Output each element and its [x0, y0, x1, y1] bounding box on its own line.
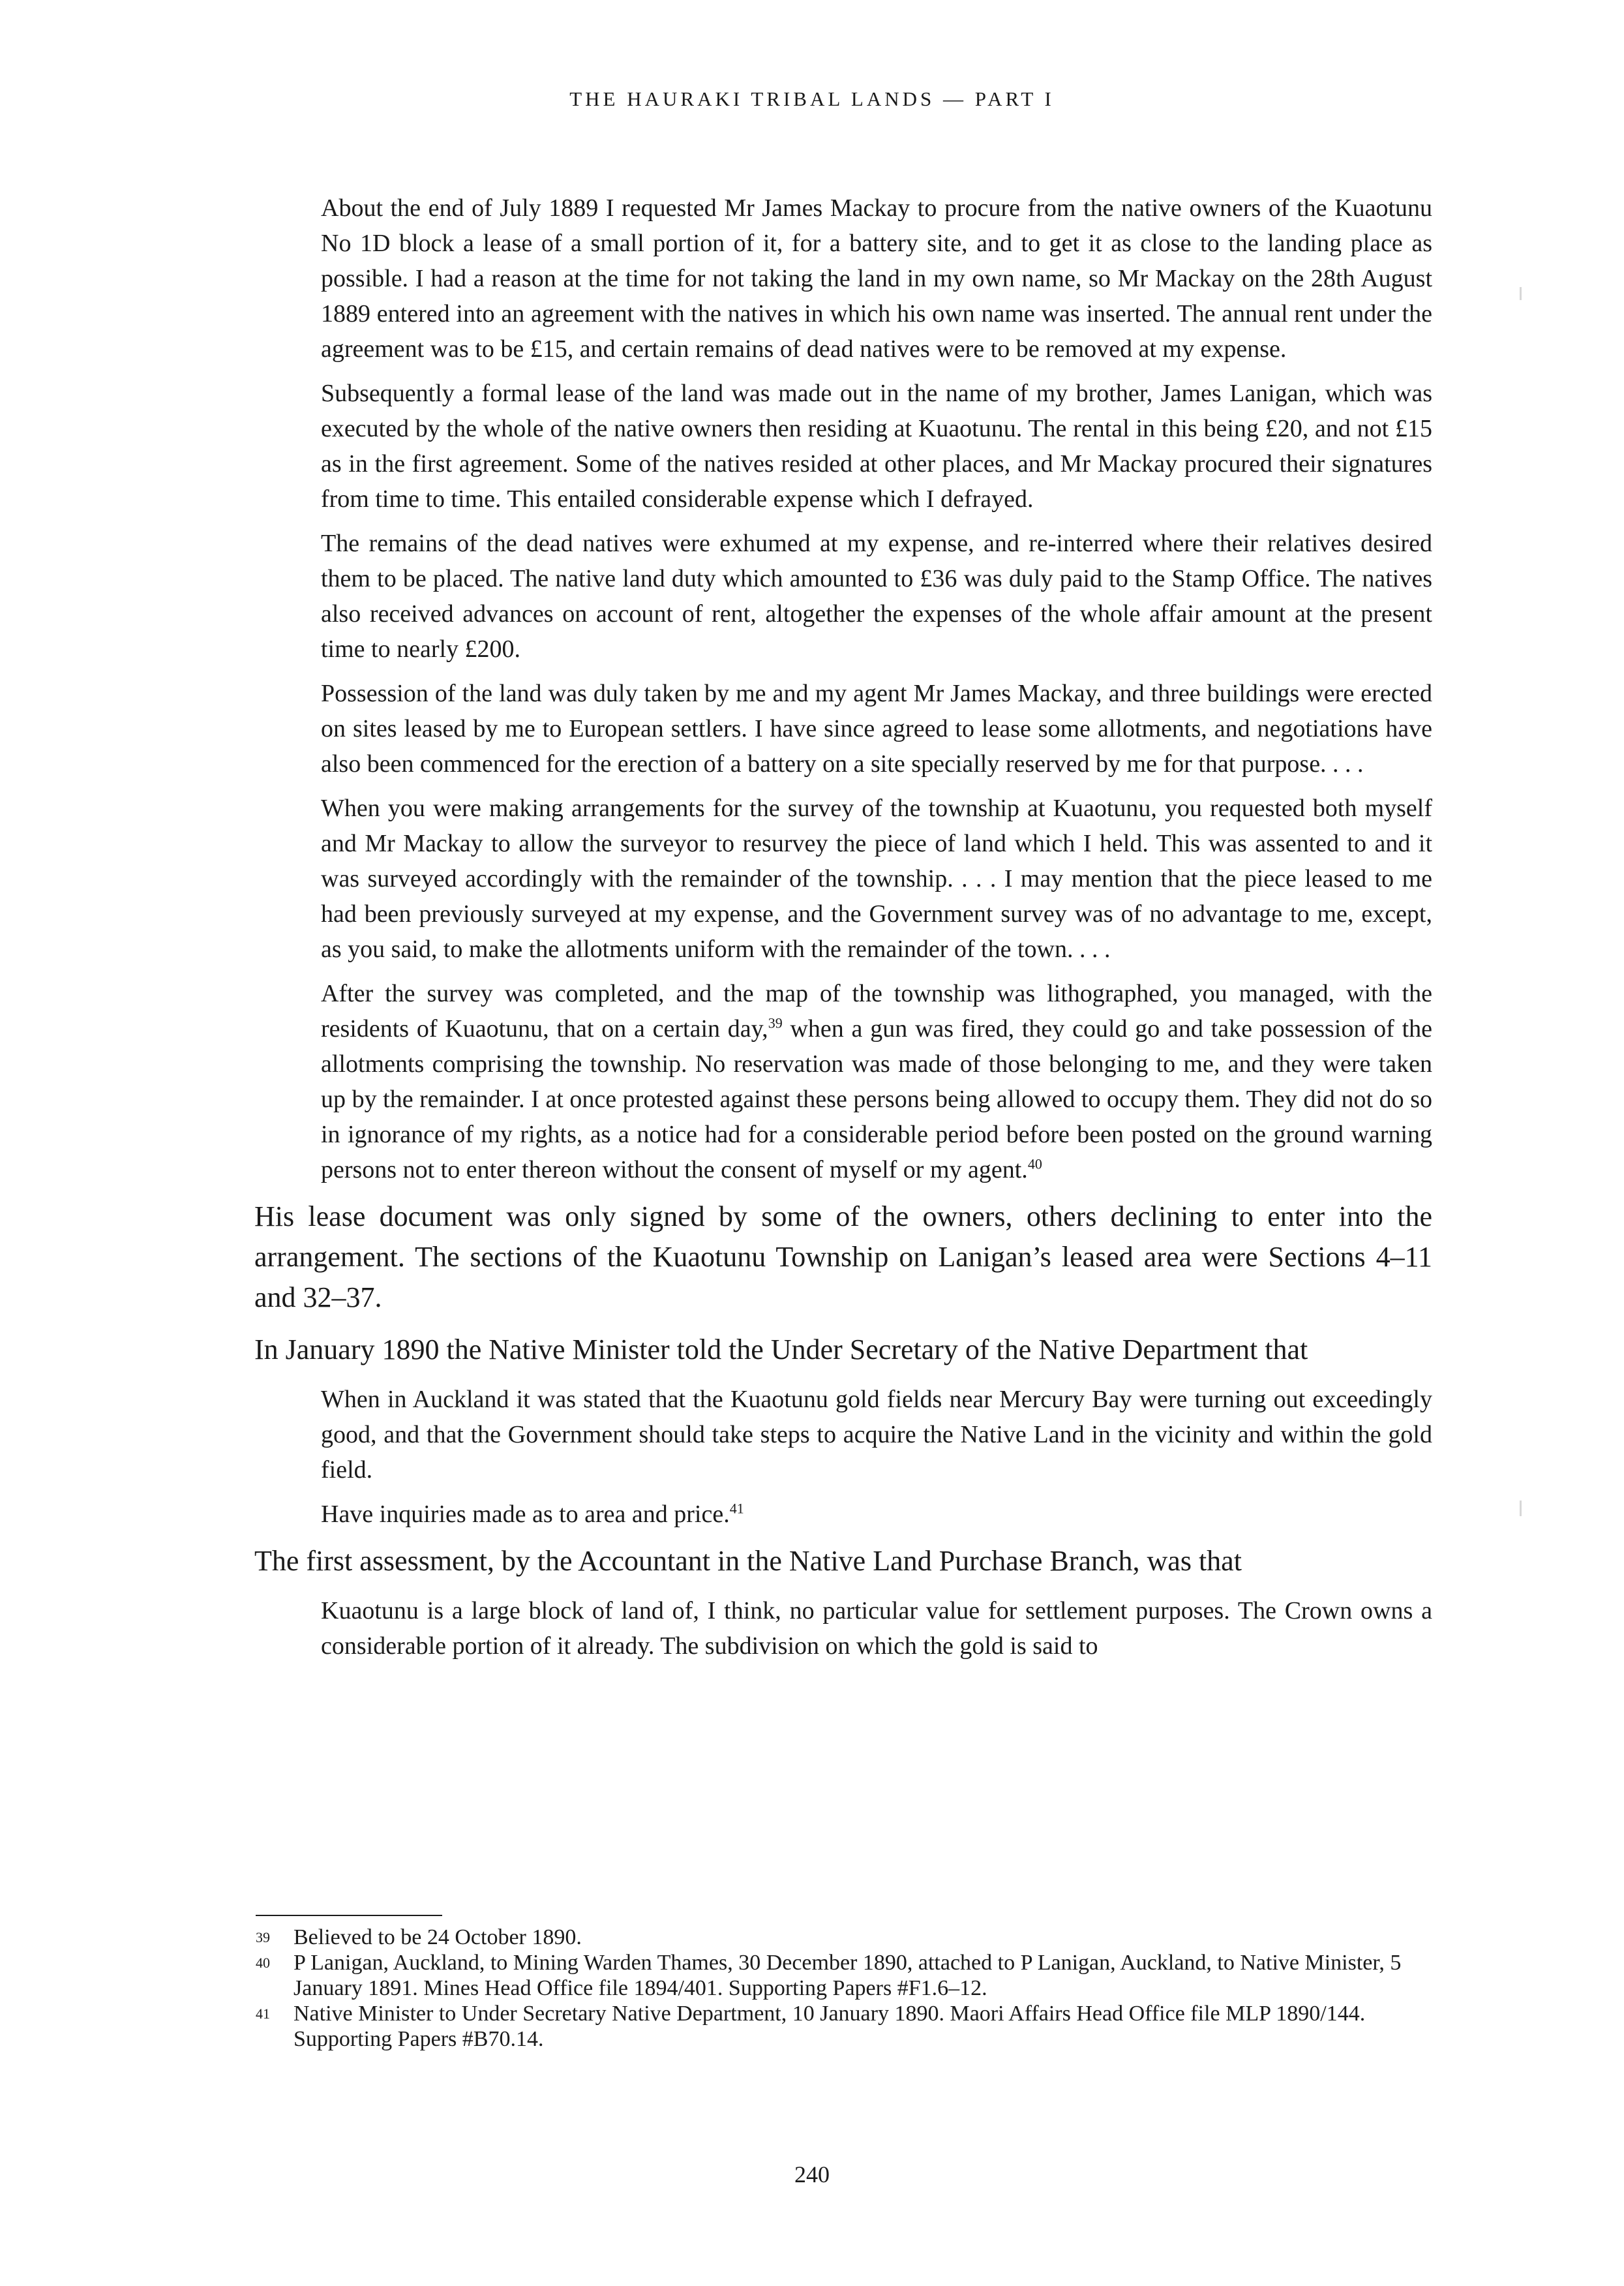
- scan-speck: [1520, 287, 1522, 300]
- footnote-marker: 40: [1027, 1155, 1042, 1172]
- footnote-marker: 39: [768, 1014, 783, 1031]
- quote-text: when a gun was fired, they could go and take possession of the allotments comprising the township. No reservation was made of those belonging to me, and they were taken up by the remainder. I at once protested against these persons being allowed to occupy them. They did not do so in ignorance of my rights, as a notice had for a considerable period before been posted on the ground warning persons not to enter thereon without the consent of myself or my agent.: [321, 1015, 1432, 1183]
- footnote-text: Believed to be 24 October 1890.: [293, 1925, 582, 1949]
- quote-paragraph: The remains of the dead natives were exhumed at my expense, and re-interred where their relatives desired them to be placed. The native land duty which amounted to £36 was duly paid to the Stamp Office. The natives also received advances on account of rent, altogether the expenses of the whole affair amount at the present time to nearly £200.: [321, 530, 1432, 663]
- body-paragraph: His lease document was only signed by some of the owners, others declining to enter into the arrangement. The sections of the Kuaotunu Township on Lanigan’s leased area were Sections 4–11 and 32–37.: [254, 1200, 1432, 1313]
- quote-paragraph: When in Auckland it was stated that the Kuaotunu gold fields near Mercury Bay were turning out exceedingly good, and that the Government should take steps to acquire the Native Land in the vicinity and within the gold field.: [321, 1386, 1432, 1484]
- footnote-text: P Lanigan, Auckland, to Mining Warden Thames, 30 December 1890, attached to P Lanigan, Auckland, to Native Minister, 5 January 1891. Mines Head Office file 1894/401. Supporting Papers #F1.6–12.: [293, 1951, 1402, 2000]
- running-head: THE HAURAKI TRIBAL LANDS — PART I: [569, 87, 1055, 110]
- quote-paragraph: Kuaotunu is a large block of land of, I think, no particular value for settlement purposes. The Crown owns a considerable portion of it already. The subdivision on which the gold is said to: [321, 1597, 1432, 1660]
- page-body: [254, 190, 1432, 1673]
- footnote-number: 39: [256, 1929, 270, 1945]
- body-paragraph: In January 1890 the Native Minister told the Under Secretary of the Native Department that: [254, 1334, 1308, 1365]
- block-quote-lanigan-letter: [321, 190, 1432, 1187]
- footnote-number: 41: [256, 2005, 270, 2022]
- page-number: 240: [794, 2161, 830, 2187]
- quote-text: After the survey was completed, and the map of the township was lithographed, you managed, with the residents of Kuaotunu, that on a certain day,: [321, 980, 1432, 1043]
- quote-paragraph: When you were making arrangements for the survey of the township at Kuaotunu, you requested both myself and Mr Mackay to allow the surveyor to resurvey the piece of land which I held. This was assented to and it was surveyed accordingly with the remainder of the township. . . . I may mention that the piece leased to me had been previously surveyed at my expense, and the Government survey was of no advantage to me, except, as you said, to make the allotments uniform with the remainder of the town. . . .: [321, 795, 1432, 963]
- quote-paragraph: [321, 1497, 1432, 1532]
- footnote: [256, 2001, 1430, 2052]
- footnote-divider: [256, 1915, 442, 1916]
- quote-paragraph: Possession of the land was duly taken by me and my agent Mr James Mackay, and three buildings were erected on sites leased by me to European settlers. I have since agreed to lease some allotments, and negotiations have also been commenced for the erection of a battery on a site specially reserved by me for that purpose. . . .: [321, 680, 1432, 778]
- quote-text: Have inquiries made as to area and price.: [321, 1501, 730, 1528]
- footnote-text: Native Minister to Under Secretary Native Department, 10 January 1890. Maori Affairs Head Office file MLP 1890/144. Supporting Papers #B70.14.: [293, 2002, 1366, 2051]
- quote-paragraph: Subsequently a formal lease of the land was made out in the name of my brother, James Lanigan, which was executed by the whole of the native owners then residing at Kuaotunu. The rental in this being £20, and not £15 as in the first agreement. Some of the natives resided at other places, and Mr Mackay procured their signatures from time to time. This entailed considerable expense which I defrayed.: [321, 380, 1432, 513]
- footnote: [256, 1950, 1430, 2001]
- quote-paragraph: About the end of July 1889 I requested Mr James Mackay to procure from the native owners of the Kuaotunu No 1D block a lease of a small portion of it, for a battery site, and to get it as close to the landing place as possible. I had a reason at the time for not taking the land in my own name, so Mr Mackay on the 28th August 1889 entered into an agreement with the natives in which his own name was inserted. The annual rent under the agreement was to be £15, and certain remains of dead natives were to be removed at my expense.: [321, 194, 1432, 363]
- block-quote-native-minister: [321, 1382, 1432, 1532]
- footnotes: [256, 1925, 1430, 2052]
- block-quote-accountant: [321, 1593, 1432, 1664]
- body-paragraph: The first assessment, by the Accountant in the Native Land Purchase Branch, was that: [254, 1545, 1242, 1577]
- footnote-marker: 41: [729, 1500, 744, 1517]
- quote-paragraph: [321, 976, 1432, 1187]
- scan-speck: [1520, 1501, 1522, 1516]
- footnote-number: 40: [256, 1955, 270, 1971]
- footnote: [256, 1925, 1430, 1950]
